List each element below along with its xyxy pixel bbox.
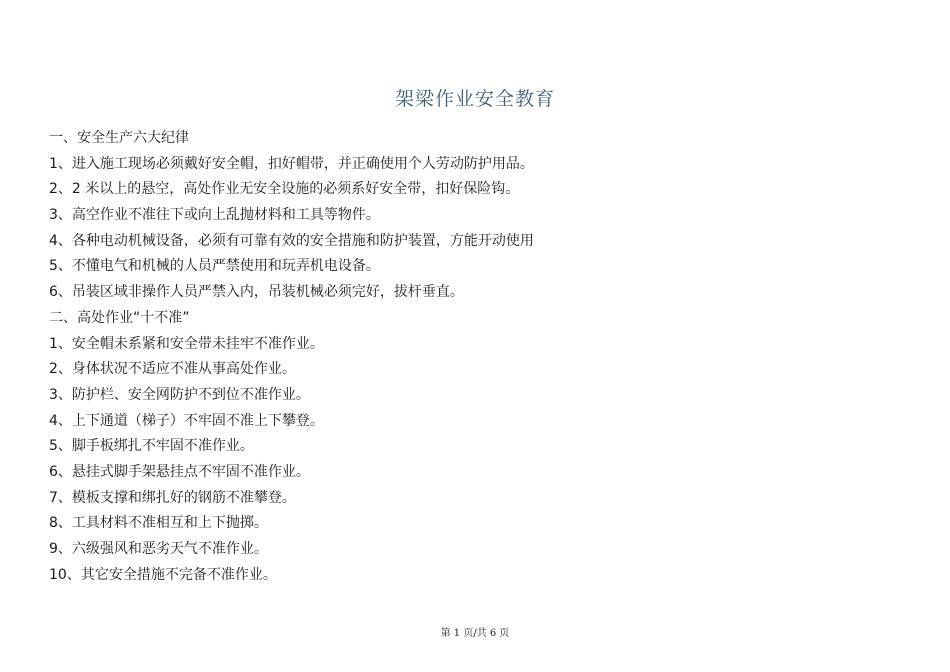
list-item: 10、其它安全措施不完备不准作业。: [49, 566, 277, 583]
list-item: 1、进入施工现场必须戴好安全帽，扣好帽带，并正确使用个人劳动防护用品。: [49, 155, 534, 172]
list-item: 5、脚手板绑扎不牢固不准作业。: [49, 438, 254, 455]
list-item: 1、安全帽未系紧和安全带未挂牢不准作业。: [49, 335, 324, 352]
list-item: 6、悬挂式脚手架悬挂点不牢固不准作业。: [49, 463, 310, 480]
list-item: 8、工具材料不准相互和上下抛掷。: [49, 515, 268, 532]
list-item: 2、身体状况不适应不准从事高处作业。: [49, 361, 296, 378]
document-body: [49, 126, 909, 588]
document-title: 架梁作业安全教育: [394, 88, 555, 110]
list-item: 2、2 米以上的悬空，高处作业无安全设施的必须系好安全带，扣好保险钩。: [49, 181, 520, 198]
list-item: 6、吊装区域非操作人员严禁入内，吊装机械必须完好，拔杆垂直。: [49, 284, 464, 301]
list-item: 3、高空作业不准往下或向上乱抛材料和工具等物件。: [49, 207, 380, 224]
list-item: 4、各种电动机械设备，必须有可靠有效的安全措施和防护装置，方能开动使用: [49, 232, 534, 249]
list-item: 4、上下通道（梯子）不牢固不准上下攀登。: [49, 412, 324, 429]
section-heading-ten-prohibitions: 二、高处作业“十不准”: [49, 309, 190, 326]
section-heading-discipline: 一、安全生产六大纪律: [49, 130, 189, 146]
list-item: 7、模板支撑和绑扎好的钢筋不准攀登。: [49, 489, 296, 506]
list-item: 9、六级强风和恶劣天气不准作业。: [49, 541, 268, 557]
page-number-footer: 第 1 页/共 6 页: [440, 628, 510, 639]
list-item: 3、防护栏、安全网防护不到位不准作业。: [49, 386, 310, 403]
list-item: 5、不懂电气和机械的人员严禁使用和玩弄机电设备。: [49, 258, 380, 275]
